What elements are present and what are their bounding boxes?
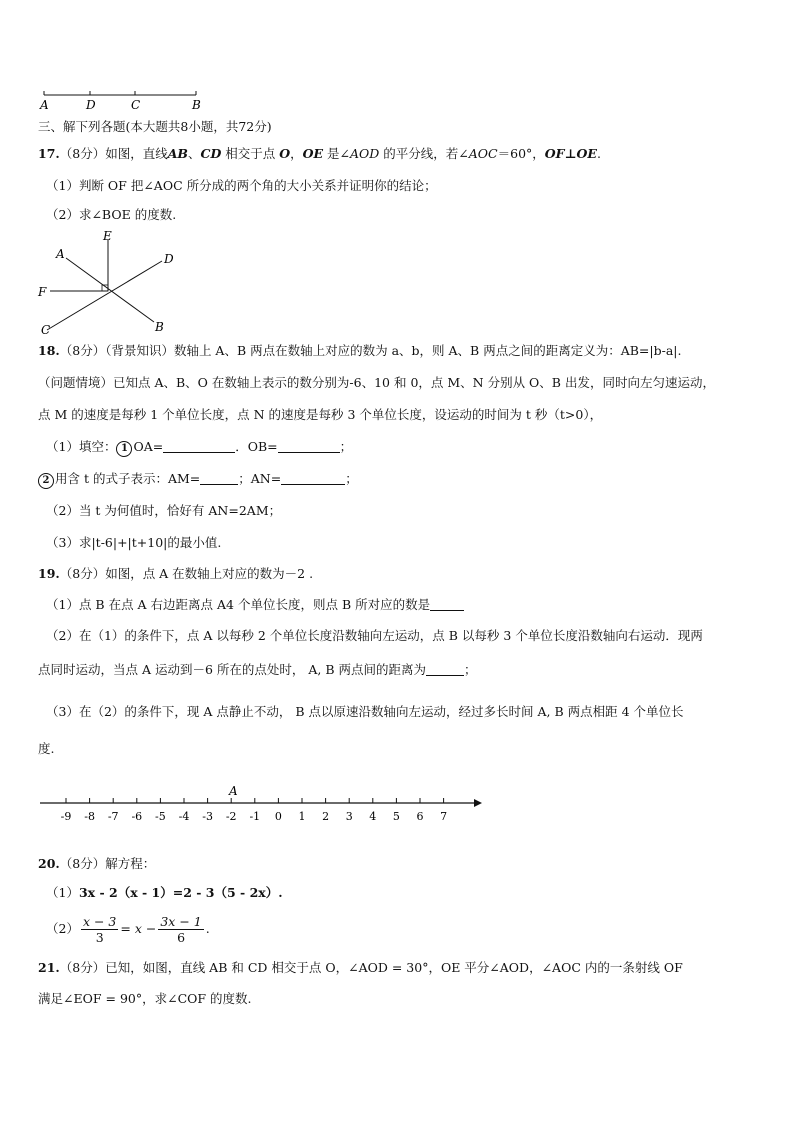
q18-semicolon: ； <box>339 439 353 454</box>
circled-number-1: 1 <box>116 441 132 457</box>
q21-score: （8分） <box>59 960 106 975</box>
q20-eq1-prefix: （1） <box>46 885 79 900</box>
q18-line3: 点 M 的速度是每秒 1 个单位长度，点 N 的速度是每秒 3 个单位长度，设运动的时间为 t 秒（t>0）， <box>38 407 603 422</box>
q17-point-o: O <box>279 146 291 161</box>
q17-text: 如图，直线 <box>105 146 168 161</box>
q19-number-line <box>36 783 486 825</box>
q19-sub2a: （2）在（1）的条件下，点 A 以每秒 2 个单位长度沿数轴向左运动，点 B 以每秒 3 个单位长度沿数轴向右运动．现两 <box>46 628 703 643</box>
q17-line-ab: AB <box>167 146 188 161</box>
axis-tick-label: 3 <box>345 810 353 823</box>
axis-tick-label: -7 <box>107 810 119 823</box>
q20-score: （8分） <box>59 856 106 871</box>
axis-tick-label: -8 <box>84 810 95 823</box>
q17-line-cd: CD <box>200 146 222 161</box>
axis-tick-label: 7 <box>440 810 448 823</box>
q19-stem <box>38 565 313 583</box>
q19-point-a-label: A <box>229 784 238 798</box>
q17-stem <box>38 145 601 163</box>
q17-number: 17. <box>38 146 60 161</box>
q17-perp: OF⊥OE <box>544 146 597 161</box>
axis-tick-label: -3 <box>202 810 213 823</box>
q19-sub2b-text: 点同时运动，当点 A 运动到－6 所在的点处时， A, B 两点间的距离为 <box>38 662 427 677</box>
q19-text: 如图，点 A 在数轴上对应的数为－2 . <box>105 566 314 581</box>
axis-tick-label: 0 <box>274 810 282 823</box>
q19-semicolon: ； <box>464 662 477 677</box>
axis-tick-label: -1 <box>249 810 261 823</box>
section-header: 三、解下列各题(本大题共8小题，共72分) <box>38 119 272 134</box>
q17-text: 是∠ <box>323 146 351 161</box>
q20-eq2-end: . <box>205 921 210 936</box>
fraction-denominator: 6 <box>177 930 186 945</box>
q17-sub1: （1）判断 OF 把∠AOC 所分成的两个角的大小关系并证明你的结论； <box>46 178 437 193</box>
axis-tick-label: -9 <box>60 810 72 823</box>
q19-score: （8分） <box>59 566 106 581</box>
q18-ob-blank[interactable] <box>278 440 340 453</box>
q20-number: 20. <box>38 856 60 871</box>
segment-label-c: C <box>131 98 141 112</box>
axis-tick-label: -2 <box>225 810 237 823</box>
q19-sub2b <box>38 661 477 679</box>
q18-am-label: 用含 t 的式子表示：AM= <box>55 471 201 486</box>
q19-sub3a: （3）在（2）的条件下，现 A 点静止不动， B 点以原速沿数轴向左运动，经过多长时间 A, B 两点相距 4 个单位长 <box>46 704 684 719</box>
q19-ticks <box>61 798 447 823</box>
q17-sep: ， <box>290 146 303 161</box>
q17-ray-oe: OE <box>302 146 324 161</box>
q17-text: . <box>596 146 601 161</box>
q19-sub2-blank[interactable] <box>426 663 464 676</box>
segment-label-d: D <box>86 98 96 112</box>
q20-fraction-2 <box>158 914 203 945</box>
q18-semicolon: ； <box>345 471 358 486</box>
q21-number: 21. <box>38 960 60 975</box>
q18-sub3: （3）求|t-6|+|t+10|的最小值. <box>46 535 222 550</box>
axis-tick-label: -4 <box>178 810 190 823</box>
q20-eq2 <box>46 912 210 948</box>
q19-sub1-blank[interactable] <box>430 598 464 611</box>
axis-tick-label: -6 <box>131 810 143 823</box>
q17-text: ＝60°， <box>497 146 545 161</box>
fraction-numerator: x − 3 <box>82 914 117 929</box>
q17-fig-label-d: D <box>164 252 174 266</box>
segment-label-b: B <box>192 98 201 112</box>
q21-line2: 满足∠EOF = 90°，求∠COF 的度数. <box>38 991 252 1006</box>
q18-fill2 <box>38 470 358 489</box>
q18-line1 <box>38 342 681 360</box>
q17-figure <box>34 230 184 338</box>
segment-figure <box>36 88 216 112</box>
q19-sub1-text: （1）点 B 在点 A 右边距离点 A4 个单位长度，则点 B 所对应的数是 <box>46 597 431 612</box>
q20-eq1 <box>46 884 283 902</box>
q18-background: （背景知识）数轴上 A、B 两点在数轴上对应的数为 a、b，则 A、B 两点之间的距离定义为：AB=|b-a|. <box>105 343 682 358</box>
q20-eq2-mid: = x − <box>120 921 157 936</box>
q17-text: 的平分线，若∠ <box>379 146 469 161</box>
q17-fig-label-a: A <box>56 247 65 261</box>
axis-tick-label: -5 <box>155 810 166 823</box>
q17-text: 相交于点 <box>221 146 280 161</box>
q20-fraction-1 <box>81 914 118 945</box>
q17-angle-aoc: AOC <box>468 146 498 161</box>
q18-sub2: （2）当 t 为何值时，恰好有 AN=2AM； <box>46 503 282 518</box>
q21-text: 已知，如图，直线 AB 和 CD 相交于点 O，∠AOD = 30°，OE 平分∠AOD，∠AOC 内的一条射线 OF <box>105 960 683 975</box>
q20-equation-1: 3x - 2（x - 1）=2 - 3（5 - 2x）. <box>78 885 283 900</box>
q18-oa-label: OA= <box>133 439 164 454</box>
axis-tick-label: 4 <box>369 810 377 823</box>
q17-fig-label-f: F <box>38 285 47 299</box>
q18-score: （8分） <box>59 343 106 358</box>
q18-ob-label: ．OB= <box>235 439 278 454</box>
segment-label-a: A <box>40 98 49 112</box>
q17-score: （8分） <box>59 146 106 161</box>
q20-text: 解方程： <box>105 856 156 871</box>
q17-angle-aod: AOD <box>350 146 380 161</box>
q21-line1 <box>38 959 683 977</box>
q18-fill-prefix: （1）填空： <box>46 439 117 454</box>
axis-tick-label: 6 <box>416 810 424 823</box>
q17-sep: 、 <box>187 146 201 161</box>
q18-number: 18. <box>38 343 60 358</box>
q19-sub3b: 度. <box>38 741 55 756</box>
q17-fig-label-e: E <box>103 230 112 243</box>
axis-tick-label: 5 <box>392 810 400 823</box>
q18-an-label: ；AN= <box>238 471 282 486</box>
q19-sub1 <box>46 596 464 614</box>
q17-fig-label-b: B <box>155 320 164 334</box>
q18-fill1 <box>46 438 352 457</box>
circled-number-2: 2 <box>38 473 54 489</box>
axis-tick-label: 2 <box>322 810 330 823</box>
q18-an-blank[interactable] <box>281 472 345 485</box>
axis-tick-label: 1 <box>298 810 306 823</box>
q20-eq2-prefix: （2） <box>46 921 79 936</box>
q18-oa-blank[interactable] <box>163 440 235 453</box>
q20-stem <box>38 855 155 873</box>
q18-line2: （问题情境）已知点 A、B、O 在数轴上表示的数分别为-6、10 和 0，点 M、N 分别从 O、B 出发，同时向左匀速运动， <box>38 375 715 390</box>
fraction-numerator: 3x − 1 <box>160 914 202 929</box>
q18-am-blank[interactable] <box>200 472 238 485</box>
q19-number: 19. <box>38 566 60 581</box>
q17-sub2: （2）求∠BOE 的度数. <box>46 207 177 222</box>
fraction-denominator: 3 <box>95 930 104 945</box>
q17-fig-label-c: C <box>41 323 51 337</box>
